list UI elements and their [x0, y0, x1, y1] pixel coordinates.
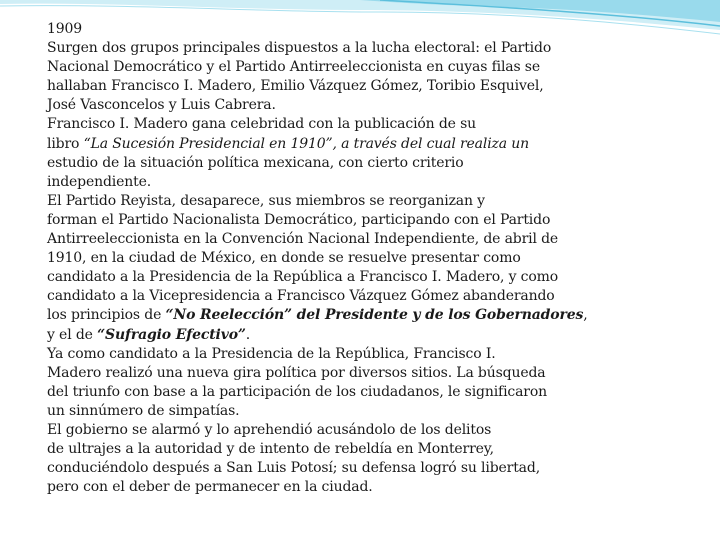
text-line [47, 230, 687, 249]
text-line [47, 249, 687, 268]
text-segment: 1910, en la ciudad de México, en donde se resuelve presentar como [47, 250, 521, 267]
text-line [47, 192, 687, 211]
slide-body-text [47, 20, 687, 497]
emphasis-text: “Sufragio Efectivo” [97, 326, 246, 343]
text-segment: , [583, 307, 588, 324]
text-segment: Nacional Democrático y el Partido Antirreeleccionista en cuyas filas se [47, 59, 540, 76]
text-line [47, 421, 687, 440]
text-line [47, 364, 687, 383]
text-segment: El gobierno se alarmó y lo aprehendió acusándolo de los delitos [47, 421, 492, 438]
italic-text: “La Sucesión Presidencial en 1910”, a través del cual realiza un [83, 135, 529, 152]
text-segment: José Vasconcelos y Luis Cabrera. [47, 97, 276, 114]
text-line [47, 96, 687, 115]
text-line [47, 135, 687, 154]
text-segment: estudio de la situación política mexicana, con cierto criterio [47, 154, 464, 171]
text-segment: forman el Partido Nacionalista Democrático, participando con el Partido [47, 211, 551, 228]
text-segment: Surgen dos grupos principales dispuestos a la lucha electoral: el Partido [47, 40, 552, 57]
text-segment: El Partido Reyista, desaparece, sus miembros se reorganizan y [47, 192, 485, 209]
text-segment: candidato a la Presidencia de la República a Francisco I. Madero, y como [47, 269, 559, 286]
text-line [47, 173, 687, 192]
text-line [47, 154, 687, 173]
text-segment: 1909 [47, 21, 83, 37]
text-line [47, 478, 687, 497]
text-line [47, 58, 687, 77]
text-line [47, 287, 687, 306]
text-segment: del triunfo con base a la participación de los ciudadanos, le significaron [47, 383, 547, 400]
text-segment: de ultrajes a la autoridad y de intento de rebeldía en Monterrey, [47, 441, 494, 458]
text-segment: hallaban Francisco I. Madero, Emilio Vázquez Gómez, Toribio Esquivel, [47, 78, 544, 95]
text-segment: un sinnúmero de simpatías. [47, 402, 240, 419]
text-line [47, 20, 687, 39]
text-segment: . [245, 326, 251, 343]
text-segment: Ya como candidato a la Presidencia de la República, Francisco I. [47, 345, 496, 362]
text-segment: pero con el deber de permanecer en la ciudad. [47, 479, 373, 496]
text-segment: Madero realizó una nueva gira política por diversos sitios. La búsqueda [47, 364, 546, 381]
text-line [47, 306, 687, 325]
text-segment: libro [47, 135, 84, 152]
text-segment: Francisco I. Madero gana celebridad con la publicación de su [47, 116, 476, 133]
text-segment: independiente. [47, 173, 152, 190]
text-line [47, 268, 687, 287]
text-line [47, 345, 687, 364]
text-line [47, 39, 687, 58]
text-line [47, 115, 687, 134]
text-line [47, 326, 687, 345]
emphasis-text: “No Reelección” del Presidente y de los Gobernadores [165, 307, 584, 324]
text-line [47, 402, 687, 421]
text-line [47, 440, 687, 459]
text-line [47, 459, 687, 478]
text-line [47, 383, 687, 402]
text-segment: conduciéndolo después a San Luis Potosí; su defensa logró su libertad, [47, 460, 540, 477]
text-segment: y el de [47, 326, 98, 343]
text-segment: los principios de [47, 307, 166, 324]
text-segment: Antirreeleccionista en la Convención Nacional Independiente, de abril de [47, 231, 559, 248]
text-line [47, 211, 687, 230]
text-segment: candidato a la Vicepresidencia a Francisco Vázquez Gómez abanderando [47, 288, 555, 305]
text-line [47, 77, 687, 96]
